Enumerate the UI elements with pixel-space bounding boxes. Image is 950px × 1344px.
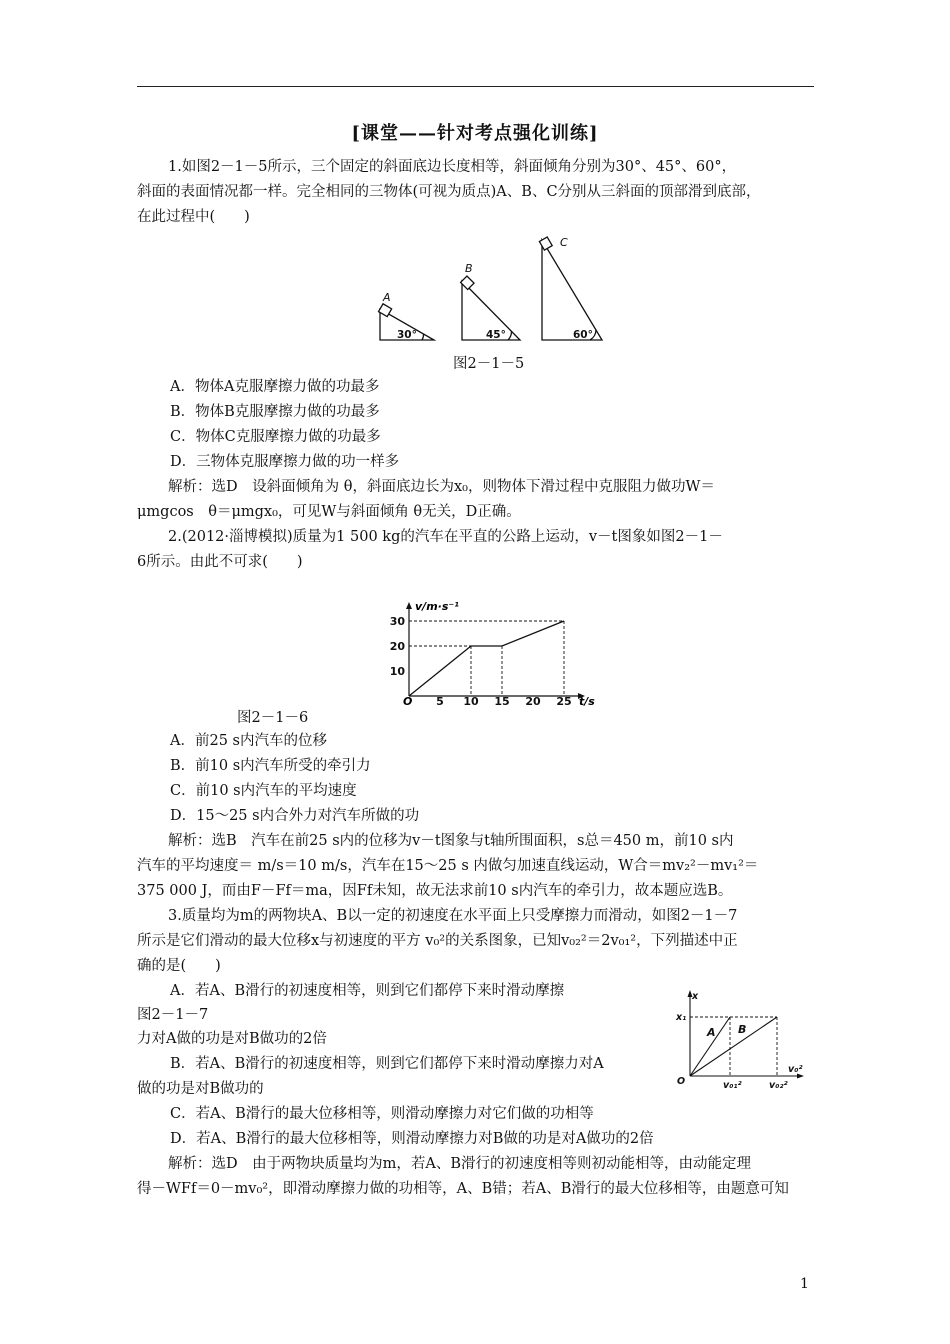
figure-inclines	[370, 228, 610, 346]
figure-caption-2-1-7: 图2－1－7	[137, 1007, 209, 1023]
line-a-label: A	[707, 1026, 716, 1039]
q1-option-a: A．物体A克服摩擦力做的功最多	[170, 379, 380, 395]
q1-analysis-2: μmgcos θ＝μmgx₀，可见W与斜面倾角 θ无关，D正确。	[137, 504, 521, 520]
q2-analysis-1: 解析：选B 汽车在前25 s内的位移为v－t图象与t轴所围面积，s总＝450 m，前10 s内	[168, 833, 734, 849]
q3-line-3: 确的是( )	[137, 958, 221, 974]
q3-option-a-2: 力对A做的功是对B做功的2倍	[137, 1031, 327, 1047]
q2-analysis-2: 汽车的平均速度＝ m/s＝10 m/s，汽车在15～25 s 内做匀加速直线运动，W合＝mv₂²－mv₁²＝	[137, 858, 759, 874]
v0sq-label: v₀²	[788, 1064, 803, 1075]
v02sq-label: v₀₂²	[769, 1080, 788, 1091]
vt-y-tick-label: 30	[389, 615, 405, 628]
q3-line-2: 所示是它们滑动的最大位移x与初速度的平方 v₀²的关系图象，已知v₀₂²＝2v₀₁²，下列描述中正	[137, 933, 738, 949]
vt-series-line	[409, 621, 564, 696]
q1-option-c: C．物体C克服摩擦力做的功最多	[170, 429, 381, 445]
q3-line-1: 3.质量均为m的两物块A、B以一定的初速度在水平面上只受摩擦力而滑动，如图2－1－7	[168, 908, 738, 924]
q2-option-a: A．前25 s内汽车的位移	[170, 733, 327, 749]
q2-line-2: 6所示。由此不可求( )	[137, 554, 303, 570]
vt-x-tick-label: 20	[525, 695, 541, 708]
label-a: A	[383, 291, 391, 304]
q3-analysis-1: 解析：选D 由于两物块质量均为m，若A、B滑行的初速度相等则初动能相等，由动能定理	[168, 1156, 751, 1172]
vt-y-tick-label: 20	[389, 640, 405, 653]
q1-option-b: B．物体B克服摩擦力做的功最多	[170, 404, 380, 420]
angle-30: 30°	[397, 329, 417, 341]
x-label: x	[692, 991, 699, 1002]
section-title: [课堂——针对考点强化训练]	[351, 123, 599, 144]
q2-option-d: D．15～25 s内合外力对汽车所做的功	[170, 808, 420, 824]
vt-origin-label: O	[403, 695, 413, 708]
q3-option-c: C．若A、B滑行的最大位移相等，则滑动摩擦力对它们做的功相等	[170, 1106, 594, 1122]
label-c: C	[560, 236, 568, 249]
line-b-label: B	[738, 1023, 747, 1036]
page-number: 1	[800, 1276, 809, 1292]
angle-45: 45°	[486, 329, 506, 341]
vt-x-tick-label: 15	[494, 695, 510, 708]
q1-line-1: 1.如图2－1－5所示，三个固定的斜面底边长度相等，斜面倾角分别为30°、45°、60°，	[168, 159, 737, 175]
incline-60	[542, 240, 602, 340]
q1-option-d: D．三物体克服摩擦力做的功一样多	[170, 454, 400, 470]
q3-option-b-1: B．若A、B滑行的初速度相等，则到它们都停下来时滑动摩擦力对A	[170, 1056, 604, 1072]
vt-x-tick-label: 10	[463, 695, 479, 708]
origin-o-label: O	[677, 1076, 686, 1087]
q2-option-c: C．前10 s内汽车的平均速度	[170, 783, 357, 799]
q3-option-d: D．若A、B滑行的最大位移相等，则滑动摩擦力对B做的功是对A做功的2倍	[170, 1131, 654, 1147]
angle-60: 60°	[573, 329, 593, 341]
v01sq-label: v₀₁²	[723, 1080, 742, 1091]
q3-analysis-2: 得－WFf＝0－mv₀²，即滑动摩擦力做的功相等，A、B错；若A、B滑行的最大位移相等，由题意可知	[137, 1181, 789, 1197]
line-b	[690, 1017, 777, 1076]
label-b: B	[465, 262, 473, 275]
q1-analysis-1: 解析：选D 设斜面倾角为 θ，斜面底边长为x₀，则物体下滑过程中克服阻力做功W＝	[168, 479, 715, 495]
q1-line-3: 在此过程中( )	[137, 209, 250, 225]
q2-analysis-3: 375 000 J，而由F－Ff＝ma，因Ff未知，故无法求前10 s内汽车的牵引力，故本题应选B。	[137, 883, 733, 899]
top-rule	[137, 86, 814, 87]
figure-caption-2-1-5: 图2－1－5	[453, 356, 525, 372]
q3-option-b-2: 做的功是对B做功的	[137, 1081, 264, 1097]
vt-chart	[385, 596, 605, 716]
vt-y-tick-label: 10	[389, 665, 405, 678]
vt-x-tick-label: 5	[436, 695, 444, 708]
vt-y-axis-label: v/m·s⁻¹	[415, 600, 459, 613]
q2-option-b: B．前10 s内汽车所受的牵引力	[170, 758, 371, 774]
q3-option-a-1: A．若A、B滑行的初速度相等，则到它们都停下来时滑动摩擦	[170, 983, 565, 999]
vt-x-tick-label: 25	[556, 695, 572, 708]
q2-line-1: 2.(2012·淄博模拟)质量为1 500 kg的汽车在平直的公路上运动，v－t图象如图2－1－	[168, 529, 723, 545]
block-c	[539, 237, 552, 250]
vt-y-arrow	[406, 602, 412, 609]
q1-line-2: 斜面的表面情况都一样。完全相同的三物体(可视为质点)A、B、C分别从三斜面的顶部滑到底部，	[137, 184, 761, 200]
figure-caption-2-1-6: 图2－1－6	[237, 710, 309, 726]
x-v0sq-figure	[672, 986, 817, 1092]
vt-x-axis-label: t/s	[579, 695, 595, 708]
x1-label: x₁	[676, 1012, 687, 1023]
